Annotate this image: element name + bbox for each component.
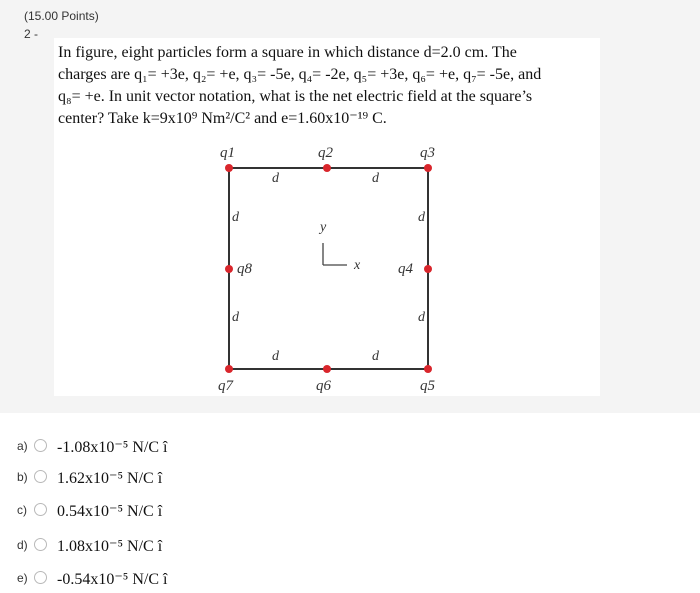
option-b[interactable]	[0, 465, 260, 491]
charge-square-figure	[54, 38, 600, 396]
distance-label-right-upper: d	[418, 210, 425, 225]
option-text[interactable]: -1.08x10⁻⁵ N/C î	[57, 439, 168, 456]
option-text[interactable]: 1.62x10⁻⁵ N/C î	[57, 470, 163, 487]
option-a[interactable]	[0, 434, 260, 460]
option-letter: c)	[17, 503, 27, 517]
charge-q4-dot	[424, 265, 432, 273]
distance-label-bottom-right: d	[372, 349, 379, 364]
charge-q8-dot	[225, 265, 233, 273]
question-line: In figure, eight particles form a square in which distance d=2.0 cm. The	[58, 44, 517, 61]
option-letter: a)	[17, 439, 28, 453]
option-text[interactable]: -0.54x10⁻⁵ N/C î	[57, 571, 168, 588]
distance-label-right-lower: d	[418, 310, 425, 325]
charge-q5-dot	[424, 365, 432, 373]
question-line: center? Take k=9x10⁹ Nm²/C² and e=1.60x10⁻¹⁹ C.	[58, 110, 387, 127]
radio-button[interactable]	[34, 439, 47, 452]
question-number: 2 -	[24, 27, 39, 41]
charge-q2-dot	[323, 164, 331, 172]
radio-button[interactable]	[34, 470, 47, 483]
option-text[interactable]: 0.54x10⁻⁵ N/C î	[57, 503, 163, 520]
label-q4: q4	[398, 261, 413, 277]
label-q6: q6	[316, 378, 331, 394]
label-q7: q7	[218, 378, 233, 394]
points-label: (15.00 Points)	[24, 9, 99, 23]
label-q2: q2	[318, 145, 333, 161]
charge-q7-dot	[225, 365, 233, 373]
charge-q6-dot	[323, 365, 331, 373]
label-q5: q5	[420, 378, 435, 394]
charge-q1-dot	[225, 164, 233, 172]
option-e[interactable]	[0, 566, 260, 592]
axis-y-label: y	[320, 220, 327, 235]
option-letter: e)	[17, 571, 28, 585]
question-card	[54, 38, 600, 396]
option-c[interactable]	[0, 498, 260, 524]
radio-button[interactable]	[34, 571, 47, 584]
distance-label-top-right: d	[372, 171, 379, 186]
charge-q3-dot	[424, 164, 432, 172]
label-q3: q3	[420, 145, 435, 161]
radio-button[interactable]	[34, 503, 47, 516]
question-line: q₈= +e. In unit vector notation, what is the net electric field at the square’s	[58, 88, 533, 105]
label-q8: q8	[237, 261, 252, 277]
axes-icon	[323, 243, 347, 265]
question-line: charges are q₁= +3e, q₂= +e, q₃= -5e, q₄= -2e, q₅= +3e, q₆= +e, q₇= -5e, and	[58, 66, 542, 83]
label-q1: q1	[220, 145, 235, 161]
radio-button[interactable]	[34, 538, 47, 551]
option-letter: d)	[17, 538, 28, 552]
distance-label-top-left: d	[272, 171, 279, 186]
option-letter: b)	[17, 470, 28, 484]
distance-label-left-lower: d	[232, 310, 239, 325]
option-d[interactable]	[0, 533, 260, 559]
distance-label-left-upper: d	[232, 210, 239, 225]
distance-label-bottom-left: d	[272, 349, 279, 364]
axis-x-label: x	[354, 258, 361, 273]
option-text[interactable]: 1.08x10⁻⁵ N/C î	[57, 538, 163, 555]
